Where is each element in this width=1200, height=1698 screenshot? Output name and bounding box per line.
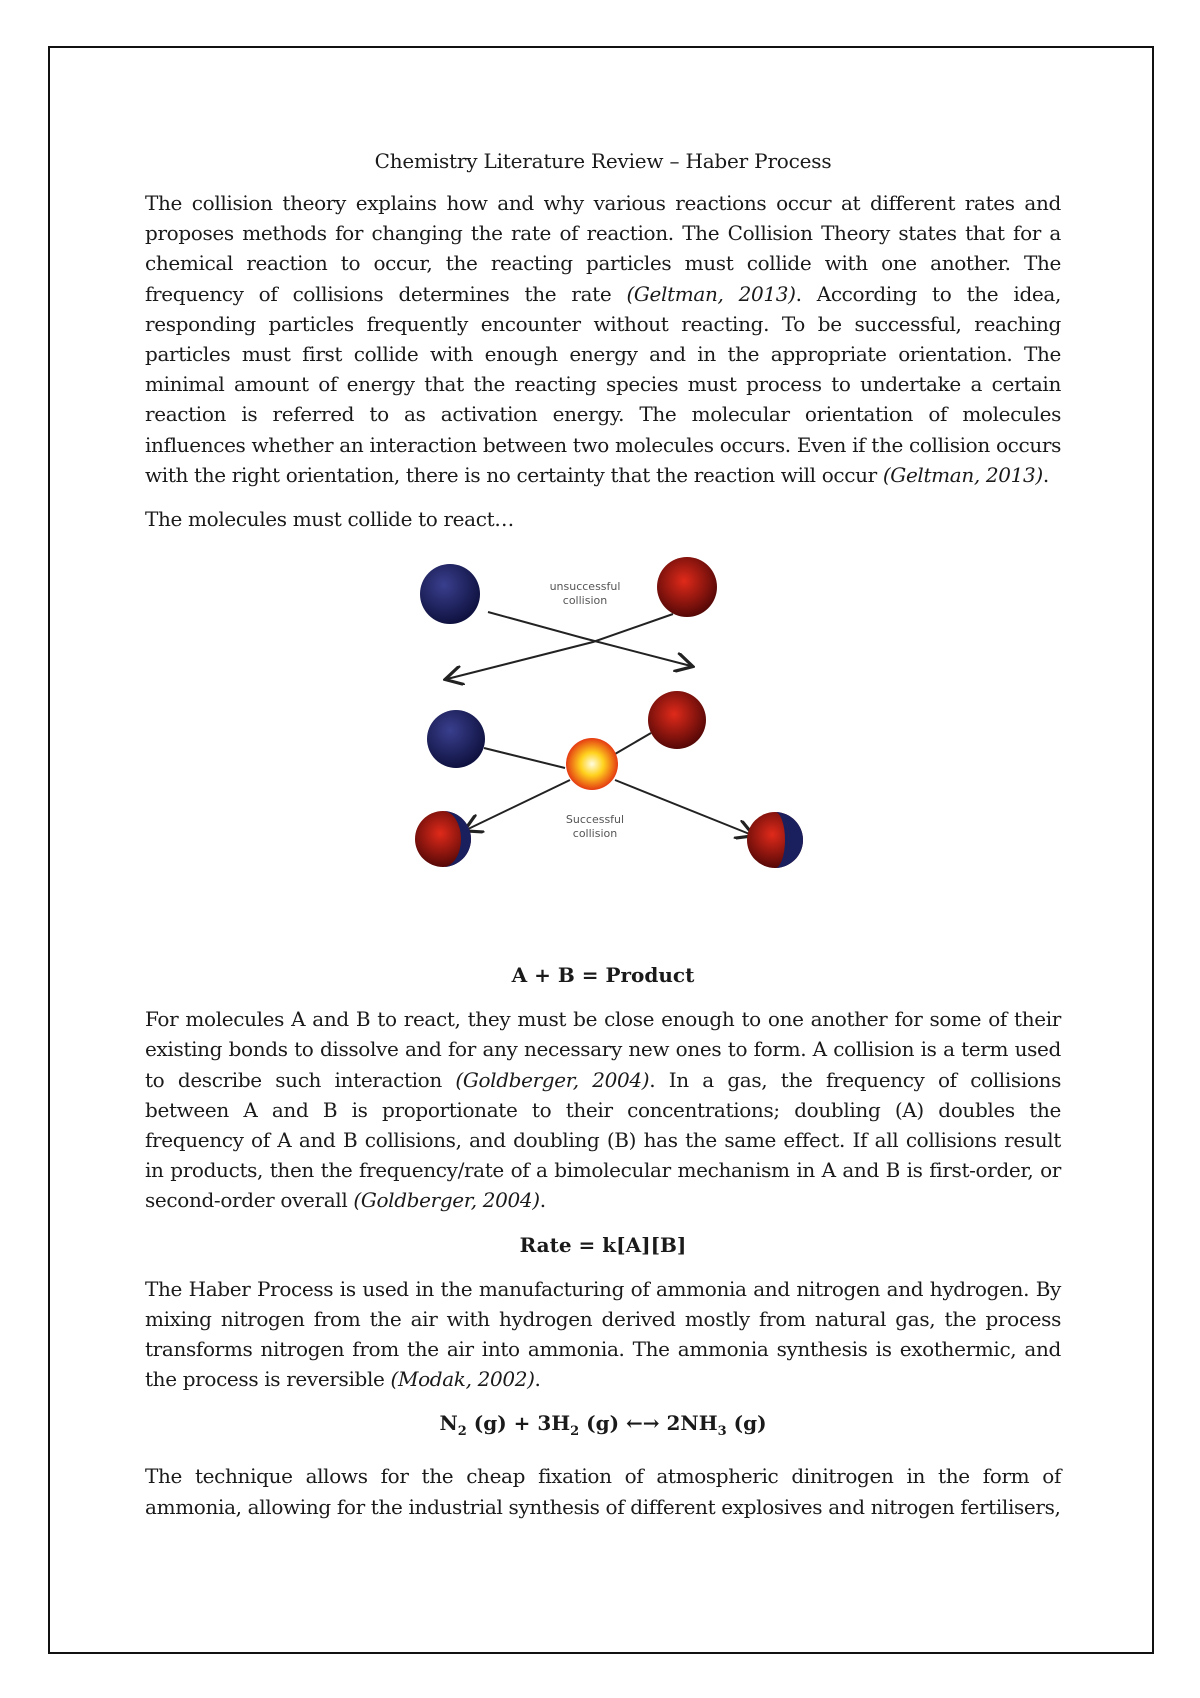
label-unsuccessful-line2: collision xyxy=(562,594,608,608)
molecule-b-top xyxy=(657,557,717,617)
approach-line-a xyxy=(484,748,565,768)
citation: (Geltman, 2013) xyxy=(882,462,1043,487)
paragraph-haber-process xyxy=(145,1274,1061,1395)
eq-part: N xyxy=(439,1411,458,1436)
document-body xyxy=(145,146,1061,1536)
document-title: Chemistry Literature Review – Haber Process xyxy=(374,149,832,173)
molecule-a-top xyxy=(420,564,480,624)
citation: (Geltman, 2013) xyxy=(626,281,796,306)
arrow-product-right xyxy=(615,780,752,835)
label-successful-line2: collision xyxy=(572,827,618,841)
citation: (Goldberger, 2004) xyxy=(353,1188,540,1213)
arrow-unsuccessful-left xyxy=(447,614,673,679)
paragraph-text: . In a gas, the frequency of collisions between A and B is proportionate to their concentrations; doubling (A) doubles the frequency of A and B collisions, and doubling (B) has the same effect. If all collisions result in products, then the frequency/rate of a bimolecular mechanism in A and B is first-order, or second-order overall xyxy=(145,1067,1062,1213)
citation: (Modak, 2002) xyxy=(390,1367,535,1392)
eq-part: (g) + 3H xyxy=(466,1411,571,1436)
molecule-a-bottom xyxy=(427,710,485,768)
equation-rate-law: Rate = k[A][B] xyxy=(519,1232,687,1257)
paragraph-text: . xyxy=(534,1367,541,1392)
eq-subscript: 2 xyxy=(457,1424,467,1440)
paragraph-text: . According to the idea, responding particles frequently encounter without reacting. To be successful, reaching particles must first collide with enough energy and in the appropriate orientation. The minimal amount of energy that the reacting species must process to undertake a certain reaction is referred to as activation energy. The molecular orientation of molecules influences whether an interaction between two molecules occurs. Even if the collision occurs with the right orientation, there is no certainty that the reaction will occur xyxy=(145,281,1061,487)
eq-part: (g) ←→ 2NH xyxy=(579,1411,718,1436)
paragraph-fixation: The technique allows for the cheap fixation of atmospheric dinitrogen in the form of ammonia, allowing for the industrial synthesis of different explosives and nitrogen fertilisers, xyxy=(145,1464,1061,1519)
equation-a-plus-b: A + B = Product xyxy=(511,963,695,988)
equation-ammonia-synthesis xyxy=(145,1408,1061,1447)
eq-subscript: 3 xyxy=(717,1424,727,1440)
paragraph-text: . xyxy=(539,1188,546,1213)
collision-flash xyxy=(566,738,618,790)
eq-subscript: 2 xyxy=(570,1424,580,1440)
arrow-unsuccessful-right xyxy=(488,612,691,666)
product-molecule-right xyxy=(747,812,803,868)
paragraph-bimolecular xyxy=(145,1004,1061,1215)
citation: (Goldberger, 2004) xyxy=(455,1067,650,1092)
eq-part: (g) xyxy=(726,1411,767,1436)
paragraph-collision-theory xyxy=(145,188,1061,490)
paragraph-text: The collision theory explains how and why various reactions occur at different rates and proposes methods for changing the rate of reaction. The Collision Theory states that for a chemical reaction to occur, the reacting particles must collide with one another. The frequency of collisions determines the rate xyxy=(145,191,1061,306)
paragraph-text: . xyxy=(1042,462,1049,487)
paragraph-molecules-collide: The molecules must collide to react… xyxy=(145,507,514,532)
paragraph-text: The Haber Process is used in the manufacturing of ammonia and nitrogen and hydrogen. By mixing nitrogen from the air with hydrogen derived mostly from natural gas, the process transforms nitrogen from the air into ammonia. The ammonia synthesis is exothermic, and the process is reversible xyxy=(145,1276,1061,1392)
product-molecule-left xyxy=(415,811,471,867)
collision-diagram-svg xyxy=(145,548,1061,948)
approach-line-b xyxy=(615,733,651,754)
label-successful-line1: Successful xyxy=(565,813,625,827)
label-unsuccessful-line1: unsuccessful xyxy=(549,580,621,594)
arrow-product-left xyxy=(466,780,570,830)
paragraph-text: For molecules A and B to react, they must be close enough to one another for some of their existing bonds to dissolve and for any necessary new ones to form. A collision is a term used to describe such interaction xyxy=(145,1007,1061,1092)
molecule-b-bottom xyxy=(648,691,706,749)
collision-diagram xyxy=(145,548,1061,948)
